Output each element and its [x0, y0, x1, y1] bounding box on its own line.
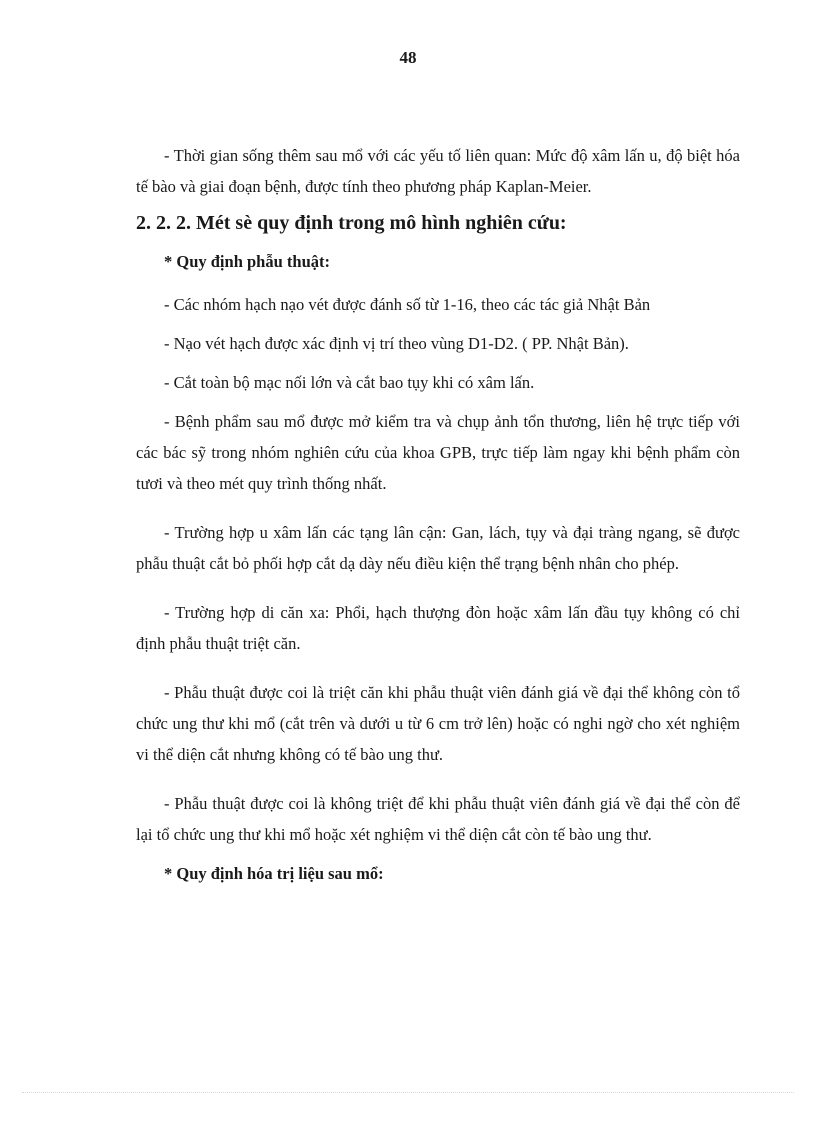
- section-heading: 2. 2. 2. Mét sè quy định trong mô hình nghiên cứu:: [136, 212, 567, 234]
- surgery-rules-heading: * Quy định phẫu thuật:: [164, 252, 330, 271]
- chemotherapy-rules-heading: * Quy định hóa trị liệu sau mổ:: [164, 864, 384, 883]
- surgery-item-lymph-dissection: - Nạo vét hạch được xác định vị trí theo vùng D1-D2. ( PP. Nhật Bản).: [164, 334, 629, 353]
- surgery-item-omentum: - Cắt toàn bộ mạc nối lớn và cắt bao tụy khi có xâm lấn.: [164, 373, 535, 392]
- page-number: 48: [399, 48, 417, 67]
- specimen-paragraph: - Bệnh phẩm sau mổ được mở kiểm tra và chụp ảnh tổn thương, liên hệ trực tiếp với các bác sỹ trong nhóm nghiên cứu của khoa GPB, trực tiếp làm ngay khi bệnh phẩm còn tươi và theo mét quy trình thống nhất.: [136, 412, 740, 493]
- radical-surgery-paragraph: - Phẫu thuật được coi là triệt căn khi phẫu thuật viên đánh giá về đại thể không còn tổ chức ung thư khi mổ (cắt trên và dưới u từ 6 cm trở lên) hoặc có nghi ngờ cho xét nghiệm vi thể diện cắt nhưng không có tế bào ung thư.: [136, 683, 740, 764]
- nonradical-surgery-paragraph: - Phẫu thuật được coi là không triệt để khi phẫu thuật viên đánh giá về đại thể còn để lại tổ chức ung thư khi mổ hoặc xét nghiệm vi thể diện cắt còn tế bào ung thư.: [136, 794, 740, 844]
- invasion-paragraph: - Trường hợp u xâm lấn các tạng lân cận: Gan, lách, tụy và đại tràng ngang, sẽ được phẫu thuật cắt bỏ phối hợp cắt dạ dày nếu điều kiện thể trạng bệnh nhân cho phép.: [136, 523, 740, 573]
- page-footer-divider: [22, 1092, 794, 1093]
- metastasis-paragraph: - Trường hợp di căn xa: Phổi, hạch thượng đòn hoặc xâm lấn đầu tụy không có chỉ định phẫu thuật triệt căn.: [136, 603, 740, 653]
- page-body: [136, 140, 740, 901]
- intro-paragraph: - Thời gian sống thêm sau mổ với các yếu tố liên quan: Mức độ xâm lấn u, độ biệt hóa tế bào và giai đoạn bệnh, được tính theo phương pháp Kaplan-Meier.: [136, 146, 740, 196]
- surgery-item-lymph-numbering: - Các nhóm hạch nạo vét được đánh số từ 1-16, theo các tác giả Nhật Bản: [164, 295, 651, 314]
